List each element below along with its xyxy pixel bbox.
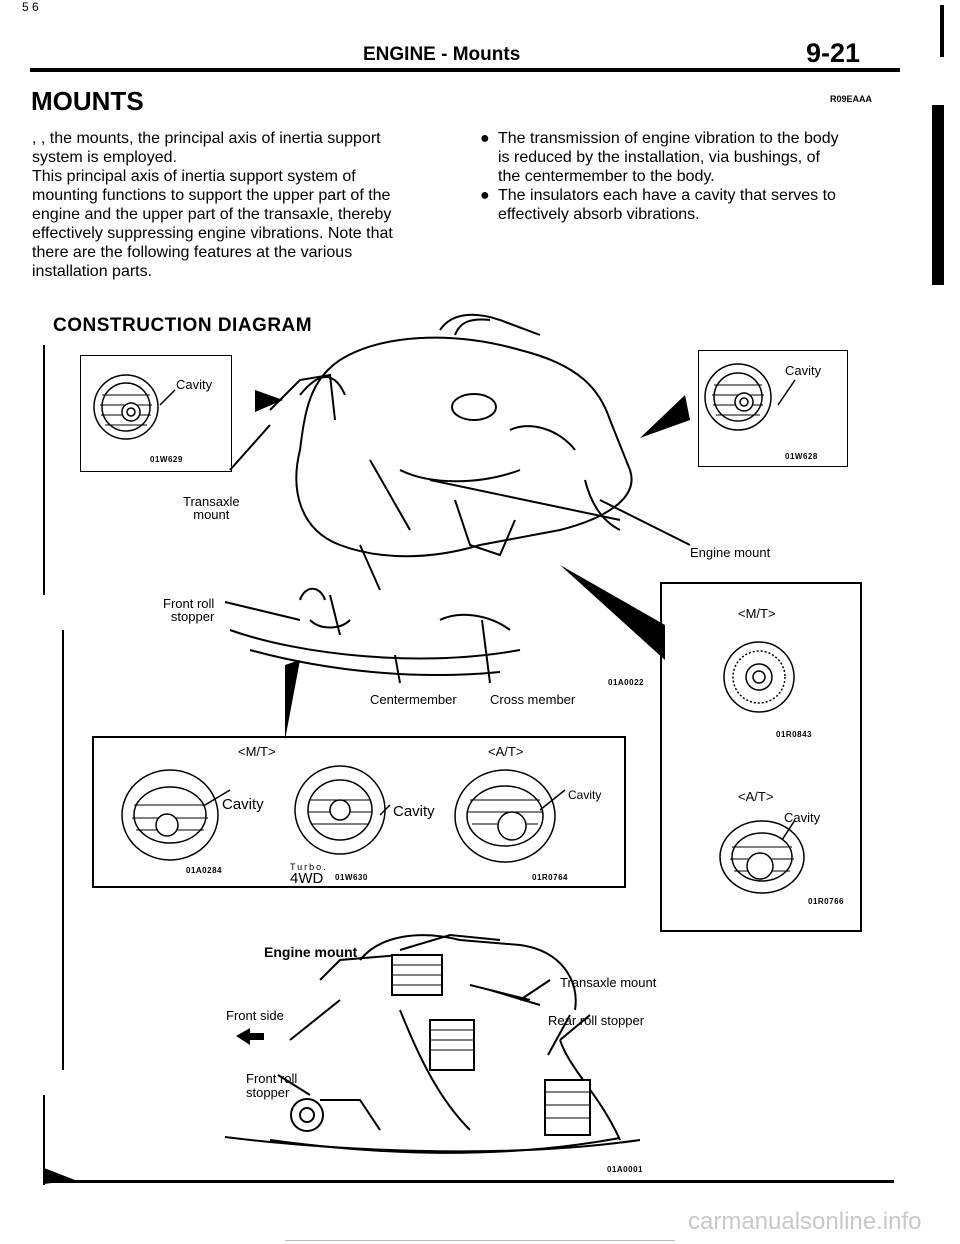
watermark-underline (285, 1240, 675, 1241)
section-title: CONSTRUCTION DIAGRAM (53, 315, 313, 336)
cavity-label: Cavity (785, 363, 822, 378)
cavity-label: Cavity (568, 788, 602, 802)
intro-line: there are the following features at the various (32, 244, 353, 261)
running-header: ENGINE - Mounts (363, 44, 521, 65)
cavity-label: Cavity (176, 377, 213, 392)
cavity-label: Cavity (393, 803, 435, 820)
intro-line: effectively suppressing engine vibrations. Note that (32, 225, 393, 242)
intro-line: , , the mounts, the principal axis of inertia support (32, 130, 381, 147)
engine-mount-label: Engine mount (690, 545, 771, 560)
page-title: MOUNTS (31, 86, 144, 116)
centermember-label: Centermember (370, 692, 457, 707)
transaxle-mount-label: Transaxle mount (183, 494, 240, 522)
turbo-note: Turbo. (290, 862, 328, 872)
figure-code: 01W629 (150, 455, 183, 464)
figure-code: 01W630 (335, 873, 368, 882)
section-code: R09EAAA (830, 94, 873, 104)
cavity-label: Cavity (222, 796, 264, 813)
drive-note: 4WD (290, 870, 324, 887)
at-label: <A/T> (488, 744, 524, 759)
corner-mark: 5 6 (22, 0, 39, 14)
rear-roll-stopper-label: Rear roll stopper (548, 1013, 645, 1028)
mt-label: <M/T> (738, 606, 776, 621)
front-roll-stopper-label: Front roll stopper (246, 1071, 298, 1100)
cavity-label: Cavity (784, 810, 821, 825)
watermark: carmanualsonline.info (688, 1208, 922, 1235)
figure-code: 01A0022 (608, 678, 644, 687)
intro-line: mounting functions to support the upper part of the (32, 187, 391, 204)
page-number: 9-21 (806, 38, 861, 68)
intro-line: This principal axis of inertia support system of (32, 168, 356, 185)
mt-label: <M/T> (238, 744, 276, 759)
transaxle-mount-label: Transaxle mount (560, 975, 657, 990)
cross-member-label: Cross member (490, 692, 576, 707)
figure-code: 01A0001 (607, 1165, 643, 1174)
bullet-icon: ● (480, 130, 490, 147)
intro-line: installation parts. (32, 263, 153, 280)
at-label: <A/T> (738, 789, 774, 804)
figure-code: 01R0764 (532, 873, 568, 882)
intro-line: engine and the upper part of the transaxle, thereby (32, 206, 392, 223)
figure-code: 01W628 (785, 452, 818, 461)
figure-code: 01R0843 (776, 730, 812, 739)
engine-mount-label: Engine mount (264, 944, 358, 960)
front-side-label: Front side (226, 1008, 284, 1023)
bullet-icon: ● (480, 187, 490, 204)
feature-item: ● The transmission of engine vibration to the body is reduced by the installation, via bushings, of the centermember to the body. (480, 130, 839, 185)
cavity-detail-box-right (698, 350, 848, 467)
feature-item: ● The insulators each have a cavity that serves to effectively absorb vibrations. (480, 187, 836, 223)
insulator-variants-box (92, 736, 626, 888)
intro-line: system is employed. (32, 149, 177, 166)
figure-code: 01R0766 (808, 897, 844, 906)
right-insulator-box (660, 582, 862, 932)
front-roll-stopper-label: Front roll stopper (163, 596, 215, 624)
figure-code: 01A0284 (186, 866, 222, 875)
